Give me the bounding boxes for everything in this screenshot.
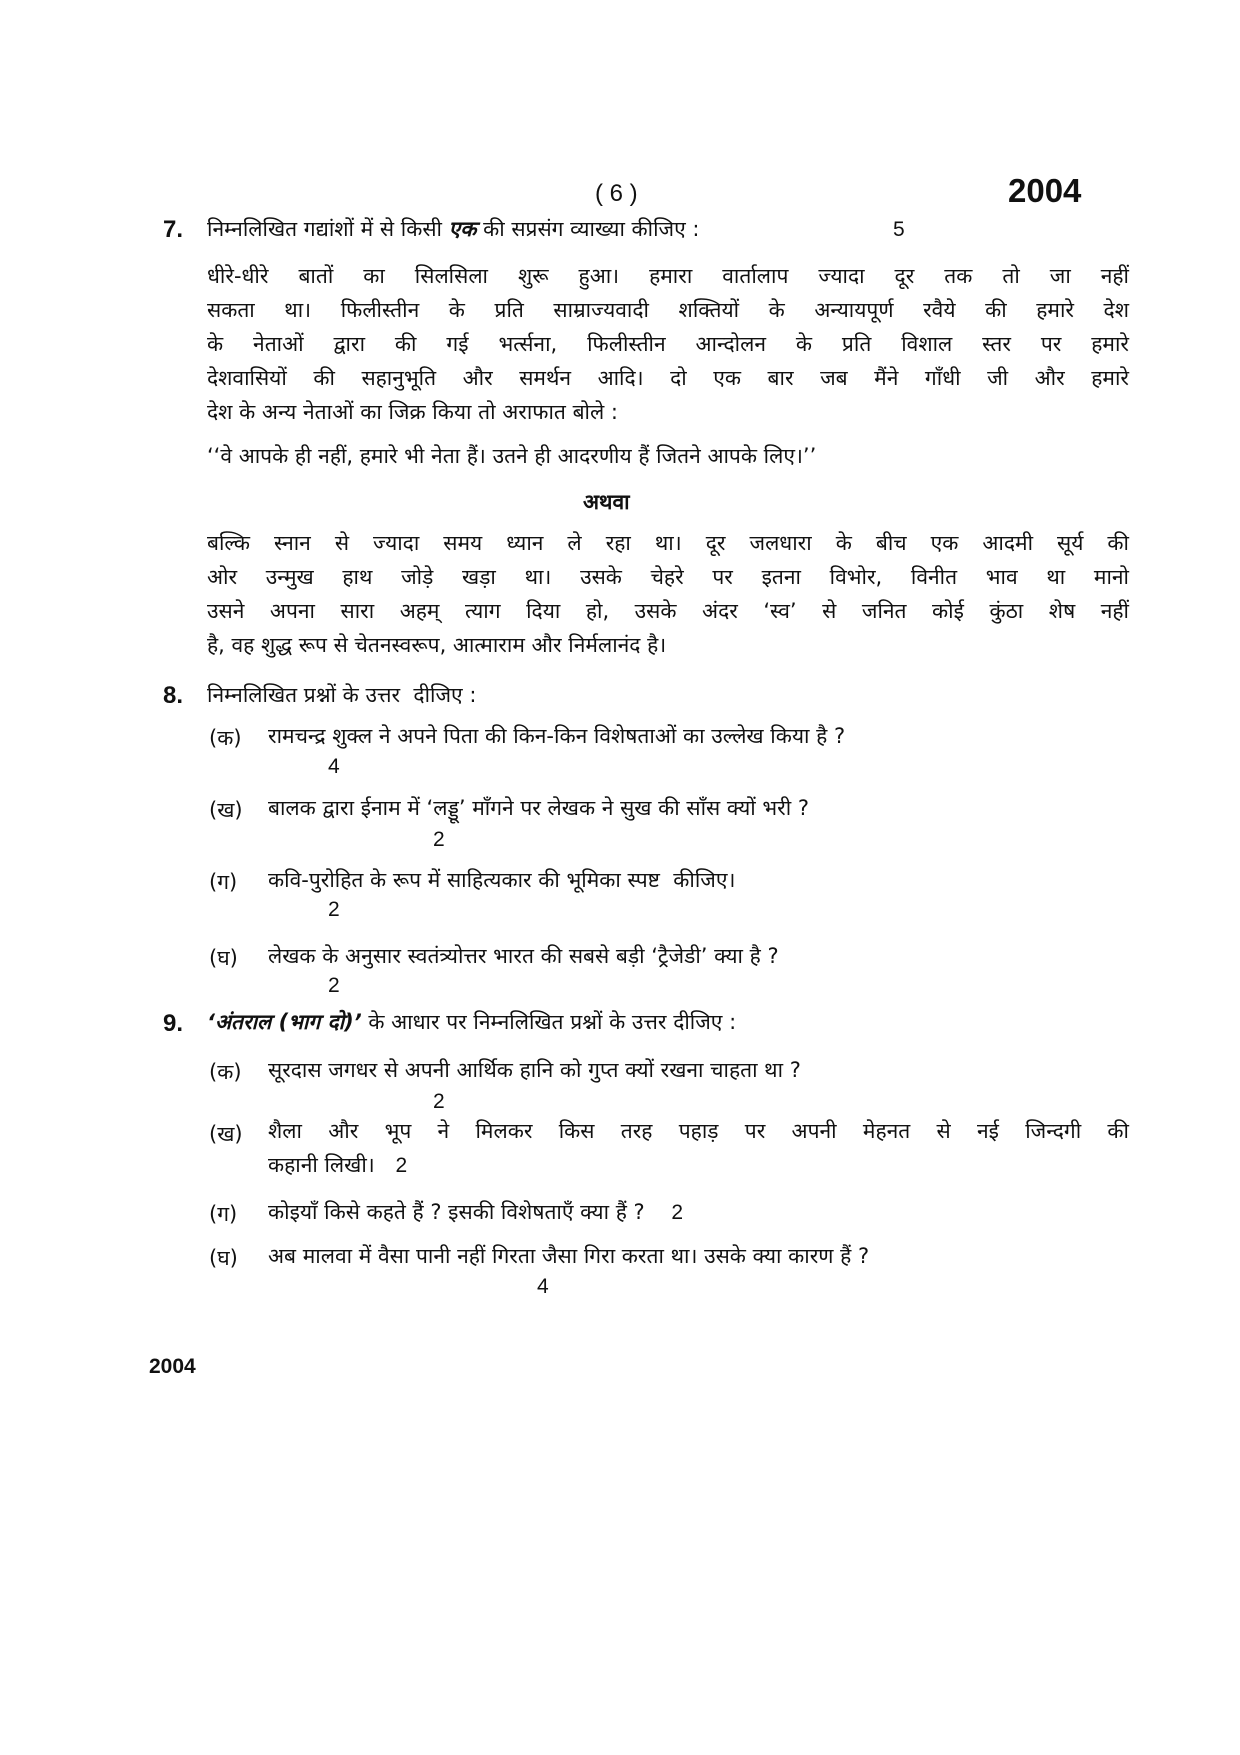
passage1-line: सकता था। फिलीस्तीन के प्रति साम्राज्यवादी शक्तियों के अन्यायपूर्ण रवैये की हमारे देश — [207, 298, 1129, 322]
q9-item-label: (ग) — [209, 1202, 238, 1226]
passage2-line: ओर उन्मुख हाथ जोड़े खड़ा था। उसके चेहरे पर इतना विभोर, विनीत भाव था मानो — [207, 565, 1129, 589]
q8-item-label: (क) — [209, 726, 242, 750]
q9-item-marks: 2 — [433, 1090, 445, 1113]
q9-item-marks: 2 — [395, 1154, 408, 1177]
q7-prompt-bold: एक — [448, 217, 477, 241]
q7-prompt-before: निम्नलिखित गद्यांशों में से किसी — [207, 217, 442, 241]
q9-item-text — [268, 1194, 683, 1231]
passage1-line: देश के अन्य नेताओं का जिक्र किया तो अराफात बोले : — [207, 400, 618, 424]
passage1-line: धीरे-धीरे बातों का सिलसिला शुरू हुआ। हमारा वार्तालाप ज्यादा दूर तक तो जा नहीं — [207, 264, 1129, 288]
q8-number: 8. — [163, 682, 184, 709]
q9-number: 9. — [163, 1010, 184, 1037]
passage2-line: उसने अपना सारा अहम् त्याग दिया हो, उसके अंदर ‘स्व’ से जनित कोई कुंठा शेष नहीं — [207, 599, 1129, 623]
q7-quote: ‘‘वे आपके ही नहीं, हमारे भी नेता हैं। उतने ही आदरणीय हैं जितने आपके लिए।’’ — [207, 444, 817, 468]
q8-item-label: (ग) — [209, 870, 238, 894]
q8-item-marks: 2 — [433, 828, 445, 851]
q9-item-label: (क) — [209, 1060, 242, 1084]
q9-item-text: सूरदास जगधर से अपनी आर्थिक हानि को गुप्त क्यों रखना चाहता था ? — [268, 1058, 801, 1082]
q9-item-marks: 4 — [537, 1275, 549, 1298]
q8-item-text: रामचन्द्र शुक्ल ने अपने पिता की किन-किन विशेषताओं का उल्लेख किया है ? — [268, 724, 846, 748]
q8-item-text: कवि-पुरोहित के रूप में साहित्यकार की भूमिका स्पष्ट कीजिए। — [268, 868, 736, 892]
q9-item-line: कोइयाँ किसे कहते हैं ? इसकी विशेषताएँ क्या हैं ? — [268, 1200, 645, 1224]
q8-item-text: लेखक के अनुसार स्वतंत्र्योत्तर भारत की सबसे बड़ी ‘ट्रैजेडी’ क्या है ? — [268, 944, 779, 968]
q7-prompt — [207, 211, 700, 247]
q9-item-text: अब मालवा में वैसा पानी नहीं गिरता जैसा गिरा करता था। उसके क्या कारण हैं ? — [268, 1244, 870, 1268]
q9-prompt — [207, 1004, 736, 1040]
passage2-line: बल्कि स्नान से ज्यादा समय ध्यान ले रहा था। दूर जलधारा के बीच एक आदमी सूर्य की — [207, 531, 1129, 555]
passage1-line: देशवासियों की सहानुभूति और समर्थन आदि। दो एक बार जब मैंने गाँधी जी और हमारे — [207, 366, 1129, 390]
page-number: ( 6 ) — [595, 180, 638, 207]
q8-item-marks: 2 — [328, 974, 340, 997]
q9-item-text-continued — [268, 1147, 407, 1184]
paper-code-footer: 2004 — [149, 1355, 196, 1378]
q7-prompt-after: की सप्रसंग व्याख्या कीजिए : — [483, 217, 700, 241]
q7-passage-1 — [207, 259, 1129, 429]
q9-item-label: (घ) — [209, 1246, 238, 1270]
q8-item-text: बालक द्वारा ईनाम में ‘लड्डू’ माँगने पर लेखक ने सुख की साँस क्यों भरी ? — [268, 796, 810, 820]
q7-number: 7. — [163, 216, 184, 243]
q9-prompt-after: के आधार पर निम्नलिखित प्रश्नों के उत्तर दीजिए : — [368, 1010, 737, 1034]
q9-item-text — [268, 1114, 1129, 1148]
q8-item-marks: 2 — [328, 898, 340, 921]
q9-item-line: शैला और भूप ने मिलकर किस तरह पहाड़ पर अपनी मेहनत से नई जिन्दगी की — [268, 1119, 1129, 1143]
q9-prompt-bold: ‘अंतराल (भाग दो)’ — [207, 1010, 362, 1034]
q8-prompt: निम्नलिखित प्रश्नों के उत्तर दीजिए : — [207, 683, 477, 707]
q7-marks: 5 — [893, 218, 905, 241]
q9-item-line: कहानी लिखी। — [268, 1153, 375, 1177]
q9-item-marks: 2 — [671, 1201, 684, 1224]
q7-passage-2 — [207, 526, 1129, 662]
passage2-line: है, वह शुद्ध रूप से चेतनस्वरूप, आत्माराम और निर्मलानंद है। — [207, 633, 667, 657]
q9-item-label: (ख) — [209, 1122, 243, 1146]
paper-code-header: 2004 — [1008, 172, 1082, 209]
q8-item-label: (ख) — [209, 798, 243, 822]
q8-item-marks: 4 — [328, 755, 340, 778]
q7-or-label: अथवा — [583, 490, 630, 514]
q8-item-label: (घ) — [209, 946, 238, 970]
passage1-line: के नेताओं द्वारा की गई भर्त्सना, फिलीस्तीन आन्दोलन के प्रति विशाल स्तर पर हमारे — [207, 332, 1129, 356]
